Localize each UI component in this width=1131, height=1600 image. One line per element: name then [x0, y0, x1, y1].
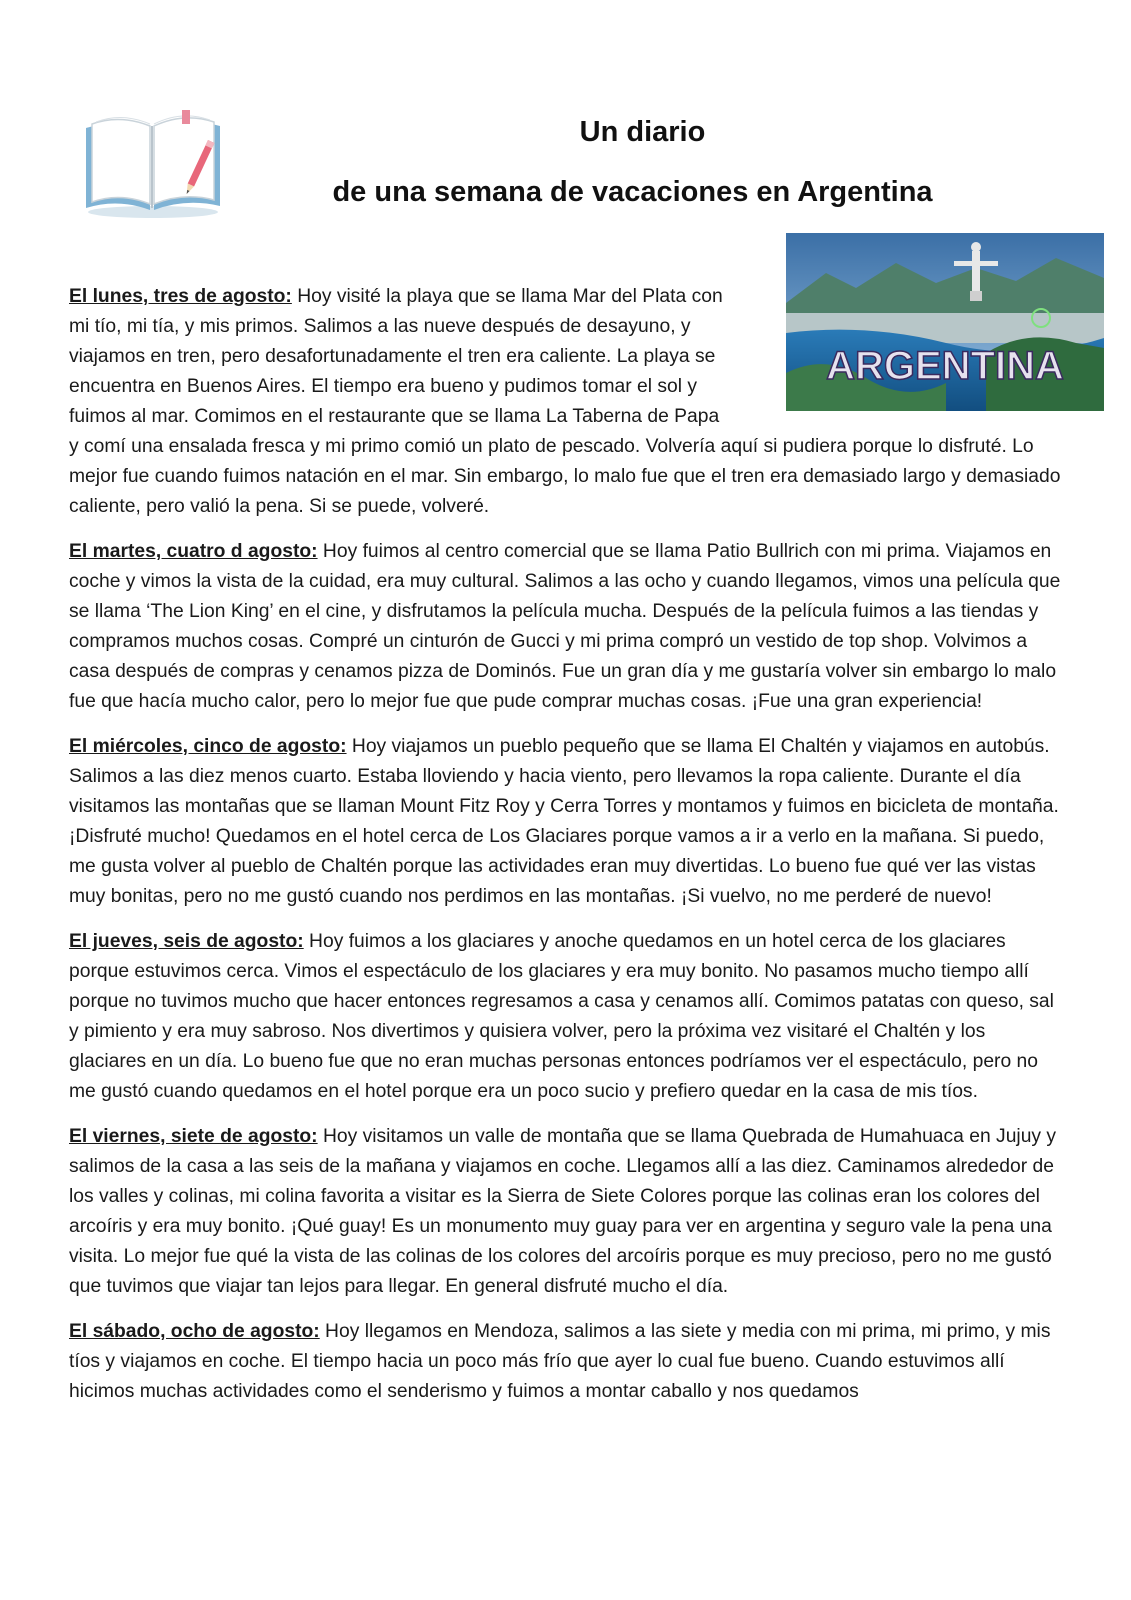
title-line-1: Un diario [579, 116, 706, 148]
entry-tuesday [69, 537, 1061, 717]
title-line-2: de una semana de vacaciones en Argentina [332, 176, 933, 208]
entry-wednesday [69, 732, 1061, 912]
entry-thursday [69, 927, 1061, 1107]
entry-heading: El jueves, seis de agosto: [69, 931, 304, 952]
photo-caption: ARGENTINA [826, 344, 1064, 388]
entry-text: Hoy llegamos en Mendoza, salimos a las siete y media con mi prima, mi primo, y mis tíos y viajamos en coche. El tiempo hacia un poco más frío que ayer lo cual fue bueno. Cuando estuvimos allí hicimos muchas actividades como el senderismo y fuimos a montar caballo y nos quedamos [69, 1321, 1051, 1402]
entry-text: Hoy visité la playa que se llama Mar del Plata con mi tío, mi tía, y mis primos. Salimos a las nueve después de desayuno, y viajamos en tren, pero desafortunadamente el tren era caliente. La playa se encuentra en Buenos Aires. El tiempo era bueno y pudimos tomar el sol y fuimos al mar. Comimos en el restaurante que se llama La Taberna de Papa y comí una ensalada fresca y mi primo comió un plato de pescado. Volvería aquí si pudiera porque lo disfruté. Lo mejor fue cuando fuimos natación en el mar. Sin embargo, lo malo fue que el tren era demasiado largo y demasiado caliente, pero valió la pena. Si se puede, volveré. [69, 286, 1061, 517]
entry-heading: El sábado, ocho de agosto: [69, 1321, 320, 1342]
entry-heading: El lunes, tres de agosto: [69, 286, 292, 307]
diary-text [69, 282, 1061, 1422]
entry-text: Hoy fuimos a los glaciares y anoche quedamos en un hotel cerca de los glaciares porque estuvimos cerca. Vimos el espectáculo de los glaciares y era muy bonito. No pasamos mucho tiempo allí porque no tuvimos mucho que hacer entonces regresamos a casa y cenamos allí. Comimos patatas con queso, sal y pimiento y era muy sabroso. Nos divertimos y quisiera volver, pero la próxima vez visitaré el Chaltén y los glaciares en un día. Lo bueno fue que no eran muchas personas entonces podríamos ver el espectáculo, pero no me gustó cuando quedamos en el hotel porque era un poco sucio y prefiero quedar en la casa de mis tíos. [69, 931, 1054, 1102]
entry-saturday [69, 1317, 1061, 1407]
entry-monday [69, 282, 1061, 522]
entry-text: Hoy fuimos al centro comercial que se llama Patio Bullrich con mi prima. Viajamos en coche y vimos la vista de la cuidad, era muy cultural. Salimos a las ocho y cuando llegamos, vimos una película que se llama ‘The Lion King’ en el cine, y disfrutamos la película mucha. Después de la película fuimos a las tiendas y compramos muchos cosas. Compré un cinturón de Gucci y mi prima compró un vestido de top shop. Volvimos a casa después de compras y cenamos pizza de Dominós. Fue un gran día y me gustaría volver sin embargo lo malo fue que hacía mucho calor, pero lo mejor fue que pude comprar muchas cosas. ¡Fue una gran experiencia! [69, 541, 1061, 712]
entry-text: Hoy visitamos un valle de montaña que se llama Quebrada de Humahuaca en Jujuy y salimos de la casa a las seis de la mañana y viajamos en coche. Llegamos allí a las diez. Caminamos alrededor de los valles y colinas, mi colina favorita a visitar es la Sierra de Siete Colores porque las colinas eran los colores del arcoíris y era muy bonito. ¡Qué guay! Es un monumento muy guay para ver en argentina y seguro vale la pena una visita. Lo mejor fue qué la vista de las colinas de los colores del arcoíris porque es muy precioso, pero no me gustó que tuvimos que viajar tan lejos para llegar. En general disfruté mucho el día. [69, 1126, 1057, 1297]
entry-heading: El viernes, siete de agosto: [69, 1126, 318, 1147]
entry-text: Hoy viajamos un pueblo pequeño que se llama El Chaltén y viajamos en autobús. Salimos a las diez menos cuarto. Estaba lloviendo y hacia viento, pero llevamos la ropa caliente. Durante el día visitamos las montañas que se llaman Mount Fitz Roy y Cerra Torres y montamos y fuimos en bicicleta de montaña. ¡Disfruté mucho! Quedamos en el hotel cerca de Los Glaciares porque vamos a ir a verlo en la mañana. Si puedo, me gusta volver al pueblo de Chaltén porque las actividades eran muy divertidas. Lo bueno fue qué ver las vistas muy bonitas, pero no me gustó cuando nos perdimos en las montañas. ¡Si vuelvo, no me perderé de nuevo! [69, 736, 1059, 907]
document-title [300, 108, 1000, 218]
photo-spacer [731, 282, 1061, 420]
entry-friday [69, 1122, 1061, 1302]
entry-heading: El martes, cuatro d agosto: [69, 541, 318, 562]
entry-heading: El miércoles, cinco de agosto: [69, 736, 347, 757]
open-book-with-pencil-icon [78, 108, 228, 223]
